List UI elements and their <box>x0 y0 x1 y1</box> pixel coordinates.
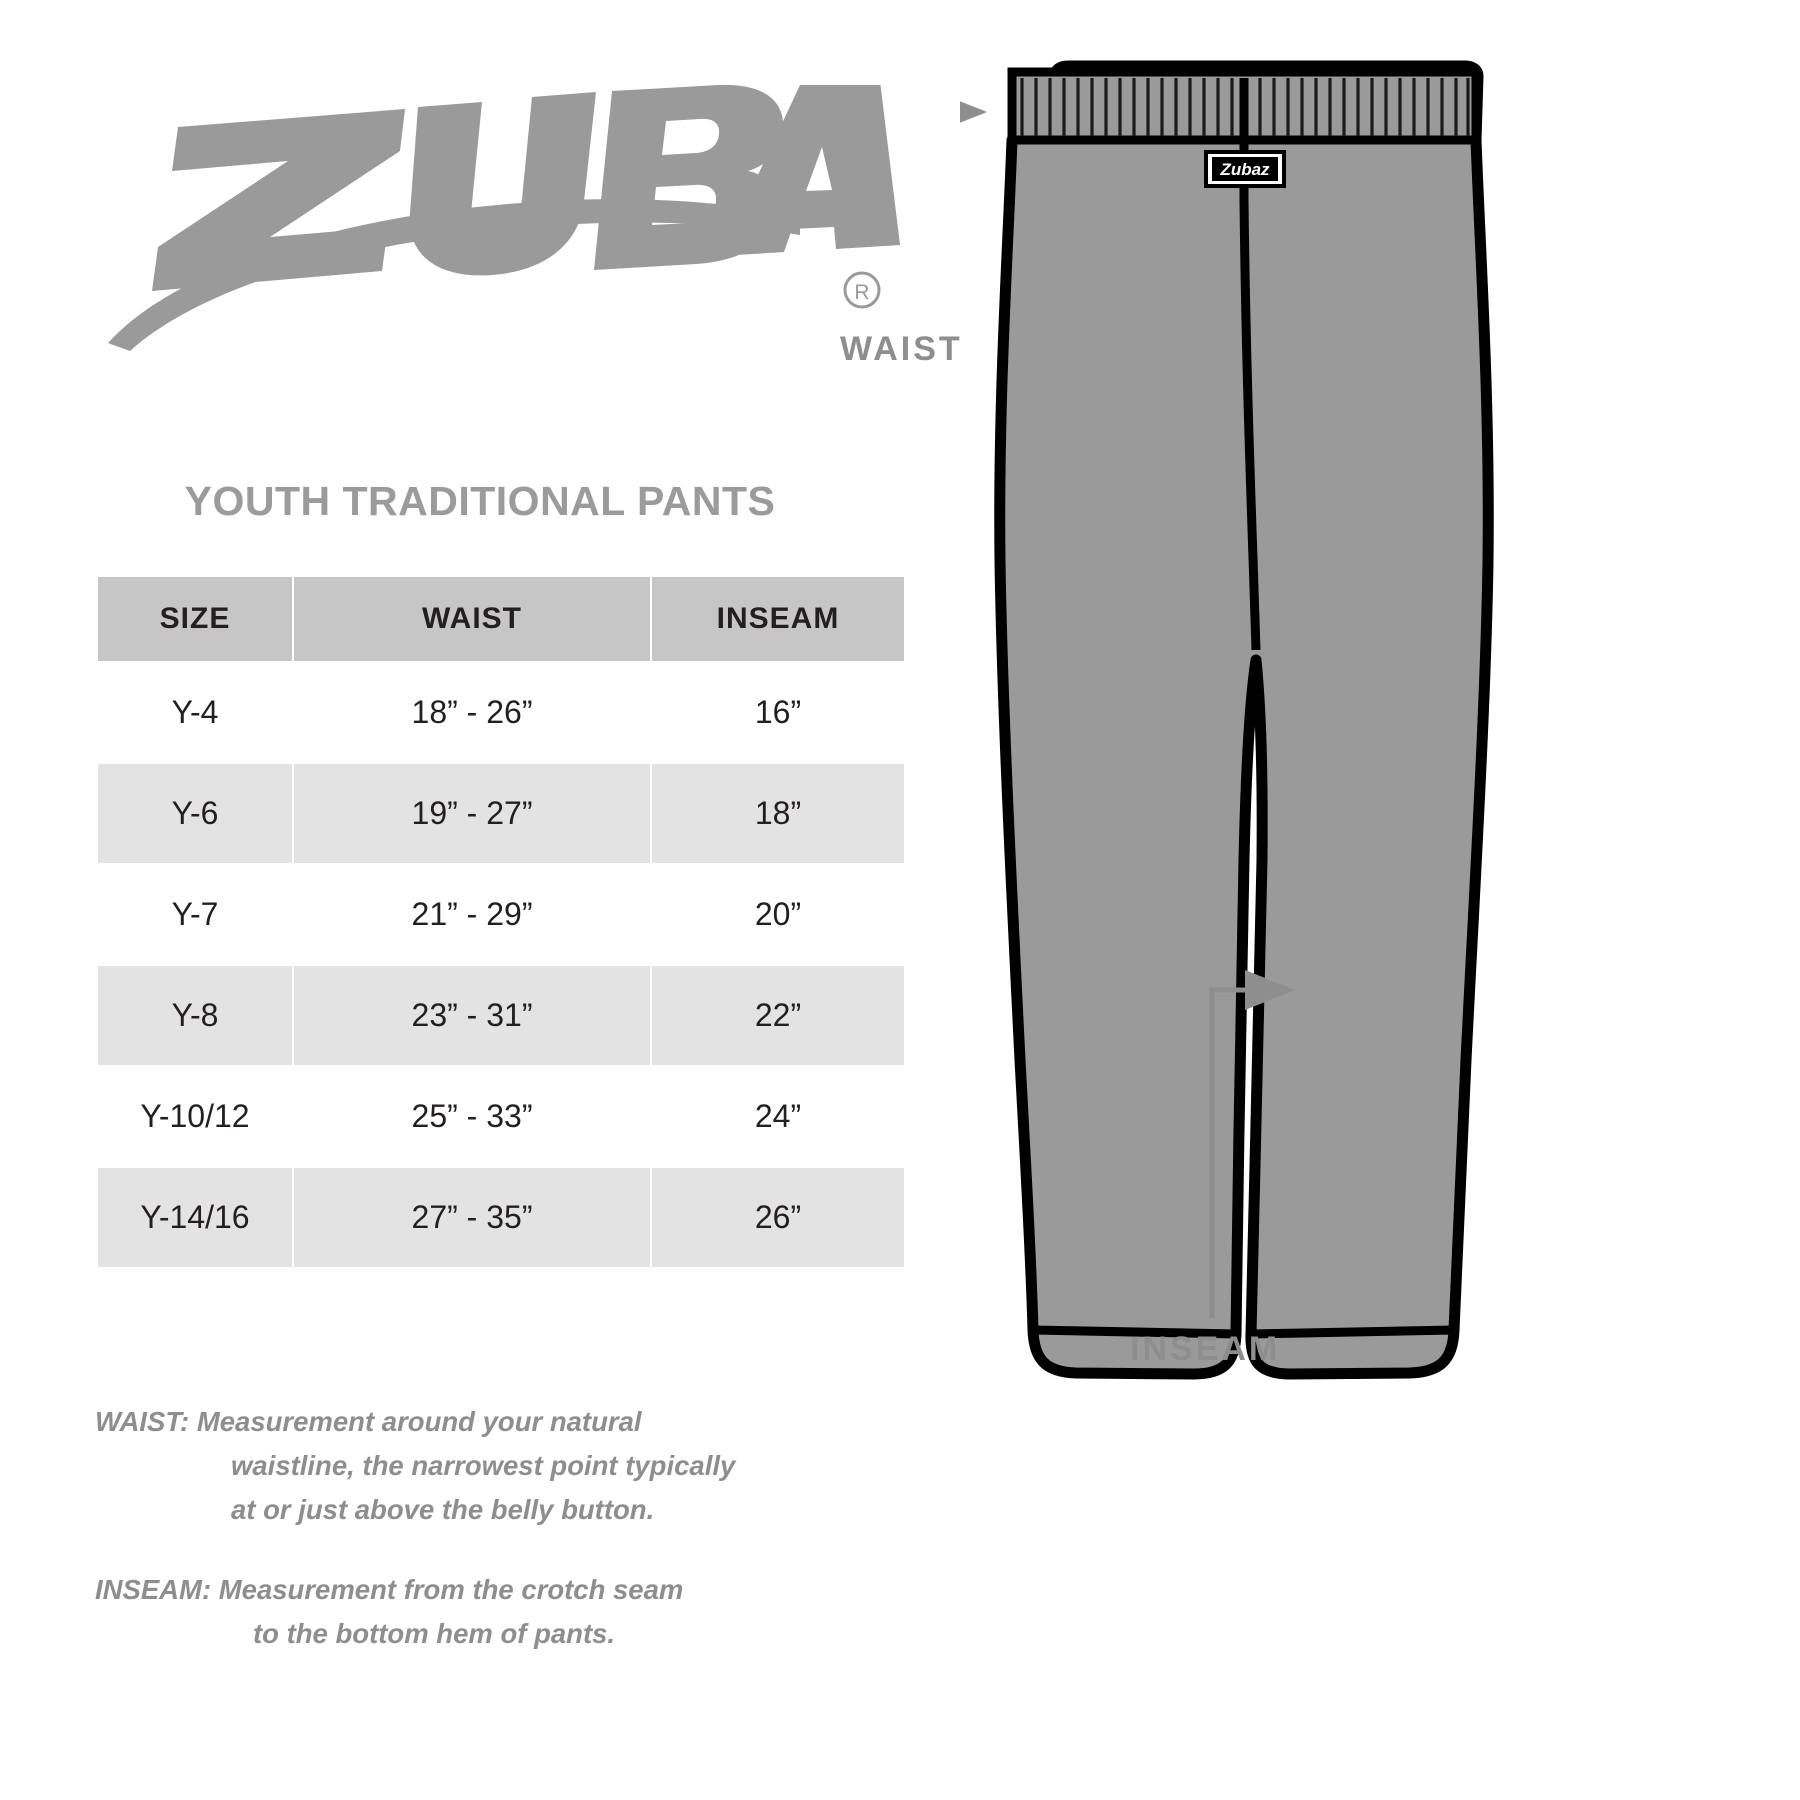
note-inseam <box>95 1568 905 1656</box>
pants-diagram <box>960 0 1800 1800</box>
cell-waist: 18” - 26” <box>293 662 651 763</box>
note-waist <box>95 1400 905 1532</box>
column-header-waist: WAIST <box>293 576 651 662</box>
svg-text:Zubaz: Zubaz <box>1220 160 1270 179</box>
measurement-notes <box>95 1400 905 1692</box>
note-line: Measurement from the crotch seam <box>218 1574 684 1605</box>
pants-illustration-panel <box>840 0 1800 1800</box>
table-row <box>97 965 905 1066</box>
cell-size: Y-14/16 <box>97 1167 293 1268</box>
table-row <box>97 662 905 763</box>
zubaz-logo <box>100 85 900 355</box>
cell-size: Y-10/12 <box>97 1066 293 1167</box>
column-header-inseam: INSEAM <box>651 576 905 662</box>
note-line: at or just above the belly button. <box>231 1494 655 1525</box>
cell-size: Y-4 <box>97 662 293 763</box>
cell-waist: 21” - 29” <box>293 864 651 965</box>
cell-inseam: 22” <box>651 965 905 1066</box>
cell-inseam: 24” <box>651 1066 905 1167</box>
table-header-row <box>97 576 905 662</box>
size-chart-table <box>96 575 906 1269</box>
cell-size: Y-6 <box>97 763 293 864</box>
cell-inseam: 18” <box>651 763 905 864</box>
table-row <box>97 1167 905 1268</box>
svg-text:R: R <box>854 281 870 304</box>
page-title: YOUTH TRADITIONAL PANTS <box>184 478 776 524</box>
pants-shape <box>1000 66 1489 1374</box>
cell-inseam: 20” <box>651 864 905 965</box>
table-row <box>97 763 905 864</box>
cell-inseam: 16” <box>651 662 905 763</box>
waist-callout-arrow <box>960 112 982 330</box>
cell-inseam: 26” <box>651 1167 905 1268</box>
table-row <box>97 1066 905 1167</box>
table-row <box>97 864 905 965</box>
column-header-size: SIZE <box>97 576 293 662</box>
note-line: waistline, the narrowest point typically <box>231 1450 736 1481</box>
brand-tag <box>1206 152 1284 186</box>
cell-waist: 19” - 27” <box>293 763 651 864</box>
note-label-inseam: INSEAM: <box>95 1574 212 1605</box>
cell-waist: 23” - 31” <box>293 965 651 1066</box>
note-line: to the bottom hem of pants. <box>253 1618 616 1649</box>
cell-size: Y-7 <box>97 864 293 965</box>
cell-waist: 25” - 33” <box>293 1066 651 1167</box>
cell-size: Y-8 <box>97 965 293 1066</box>
waist-callout-label: WAIST <box>840 330 963 368</box>
inseam-callout-label: INSEAM <box>1130 1330 1281 1368</box>
note-line: Measurement around your natural <box>196 1406 642 1437</box>
cell-waist: 27” - 35” <box>293 1167 651 1268</box>
note-label-waist: WAIST: <box>95 1406 190 1437</box>
